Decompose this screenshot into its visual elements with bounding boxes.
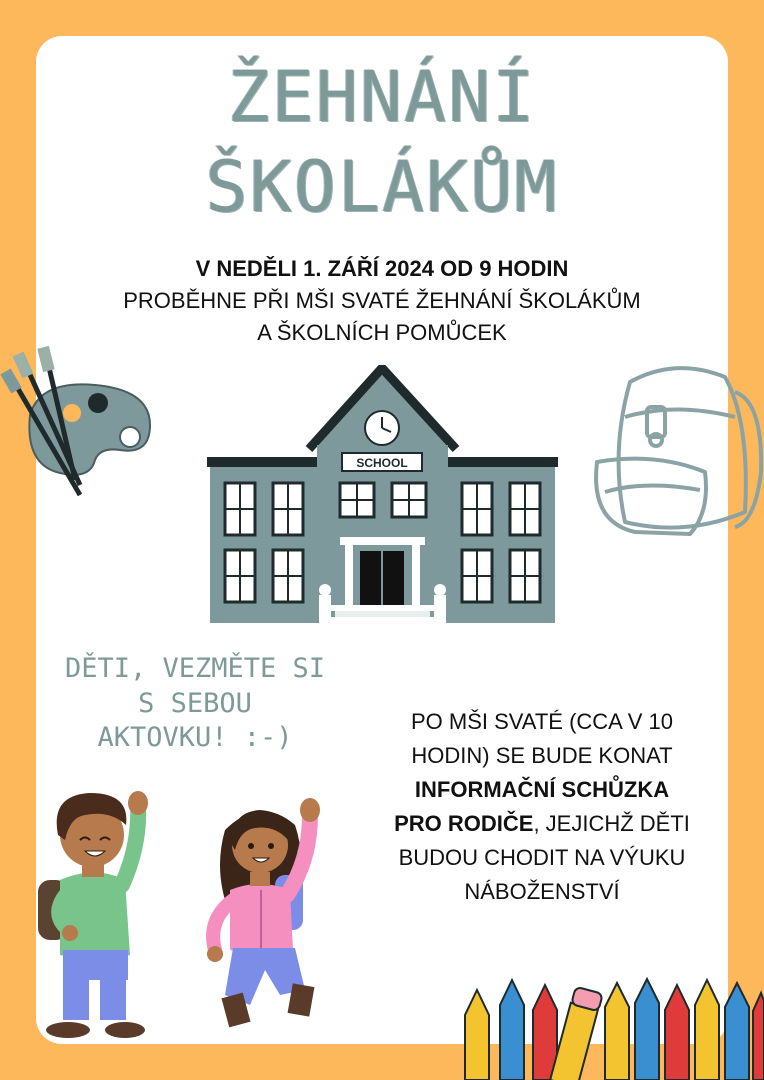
paint-palette-icon — [0, 345, 160, 505]
intro-text — [0, 253, 764, 349]
title-line-1: ŽEHNÁNÍ — [227, 56, 537, 138]
girl-illustration — [195, 790, 345, 1040]
school-building-illustration — [205, 365, 560, 627]
title-line-2: ŠKOLÁKŮM — [205, 146, 559, 228]
pencils-illustration — [455, 975, 764, 1080]
meeting-line-5: BUDOU CHODIT NA VÝUKU — [398, 845, 686, 871]
meeting-bold-1: INFORMAČNÍ SCHŮZKA — [414, 777, 670, 803]
event-date-line: V NEDĚLI 1. ZÁŘÍ 2024 OD 9 HODIN — [195, 256, 569, 281]
meeting-line-4-rest: , JEJICHŽ DĚTI — [533, 811, 690, 837]
intro-line-2: PROBĚHNE PŘI MŠI SVATÉ ŽEHNÁNÍ ŠKOLÁKŮM — [123, 287, 641, 313]
meeting-line-1: PO MŠI SVATÉ (CCA V 10 — [410, 709, 674, 734]
note-line-2: S SEBOU — [138, 687, 252, 719]
boy-illustration — [30, 785, 180, 1045]
intro-line-3: A ŠKOLNÍCH POMŮCEK — [257, 319, 507, 345]
meeting-line-6: NÁBOŽENSTVÍ — [464, 879, 620, 905]
backpack-icon — [585, 362, 764, 547]
school-sign-text: SCHOOL — [356, 456, 408, 470]
meeting-line-2: HODIN) SE BUDE KONAT — [411, 743, 673, 769]
meeting-bold-2: PRO RODIČE — [394, 811, 534, 837]
parents-meeting-text — [372, 705, 712, 910]
bring-backpack-note — [55, 652, 335, 756]
note-line-3: AKTOVKU! :-) — [97, 722, 293, 754]
note-line-1: DĚTI, VEZMĚTE SI — [64, 653, 326, 684]
